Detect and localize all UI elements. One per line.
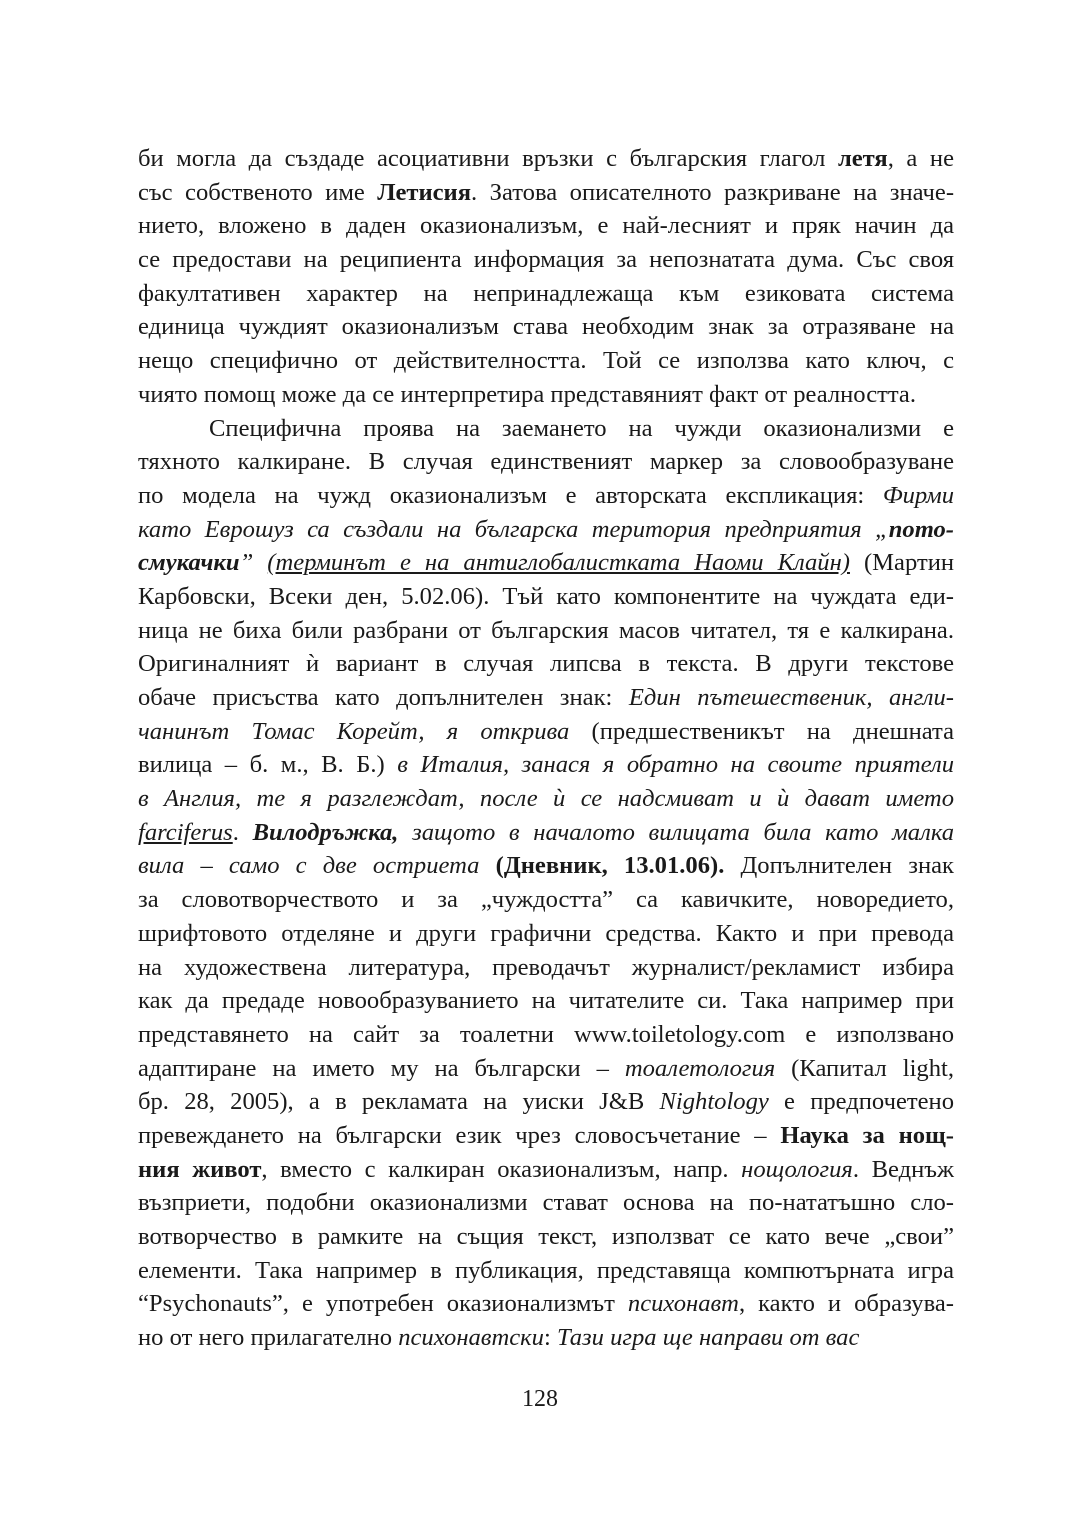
text-segment: летя xyxy=(837,145,888,172)
text-line xyxy=(138,816,954,850)
text-segment: вотворчество в рамките на същия текст, използват се като вече „свои” xyxy=(138,1223,954,1250)
text-line xyxy=(138,1321,954,1355)
text-segment: чанинът Томас Корейт, я открива xyxy=(138,717,570,745)
text-line xyxy=(138,1018,954,1052)
text-segment: : xyxy=(543,1324,557,1352)
text-line xyxy=(138,1153,954,1187)
text-segment: “Psychonauts”, е употребен оказионализмът xyxy=(138,1290,628,1318)
text-line xyxy=(138,1254,954,1288)
text-segment: . xyxy=(232,818,253,846)
text-segment: Оригиналният ѝ вариант в случая липсва в текста. В други текстове xyxy=(138,650,954,678)
text-segment: farciferus xyxy=(138,818,233,846)
text-segment: със собственото име xyxy=(138,178,378,206)
text-line xyxy=(138,1186,954,1220)
text-segment: смукачки xyxy=(138,549,240,577)
text-segment: . Затова описателното разкриване на значе- xyxy=(471,178,955,206)
text-segment: как да предаде новообразуванието на читателите си. Така например при xyxy=(138,987,954,1015)
text-segment: превеждането на български език чрез словосъчетание – xyxy=(138,1121,781,1149)
text-line xyxy=(138,1287,954,1321)
text-line xyxy=(138,849,954,883)
text-segment: нощология xyxy=(741,1155,853,1183)
text-line xyxy=(138,681,954,715)
text-line xyxy=(138,951,954,985)
text-segment: психонавт xyxy=(627,1290,739,1318)
text-line xyxy=(138,209,954,243)
text-segment: би могла да създаде асоциативни връзки с българския глагол xyxy=(138,145,838,172)
text-line xyxy=(138,277,954,311)
text-line xyxy=(138,310,954,344)
text-segment: факултативен характер на непринадлежаща към езиковата система xyxy=(138,279,954,307)
text-line xyxy=(138,344,954,378)
text-segment: вилица – б. м., В. Б.) xyxy=(138,751,398,779)
text-line xyxy=(138,748,954,782)
text-segment: нещо специфично от действителността. Той се използва като ключ, с xyxy=(138,347,954,375)
text-segment: по модела на чужд оказионализъм е авторската експликация: xyxy=(138,481,883,509)
text-segment: но от него прилагателно xyxy=(138,1324,399,1352)
page-number: 128 xyxy=(522,1386,558,1412)
text-segment: обаче присъства като допълнителен знак: xyxy=(138,684,629,711)
text-segment: в Италия, занася я обратно на своите приятели xyxy=(397,751,954,779)
text-segment: като Еврошуз са създали на българска територия предприятия „ xyxy=(138,515,889,543)
text-line xyxy=(138,614,954,648)
text-segment: на художествена литература, преводачът журналист/рекламист избира xyxy=(138,953,954,981)
text-line xyxy=(138,142,954,176)
text-segment: (Капитал light, xyxy=(775,1054,954,1082)
text-segment: , а не xyxy=(887,145,954,172)
text-segment: шрифтовото отделяне и други графични средства. Както и при превода xyxy=(138,919,954,947)
text-segment: защото в началото вилицата била като малка xyxy=(398,818,955,846)
text-segment: , както и образува- xyxy=(738,1290,954,1318)
text-segment: Вилодръжка, xyxy=(252,818,399,846)
text-line xyxy=(138,1220,954,1254)
text-segment: Един пътешественик, англи- xyxy=(628,684,954,711)
text-line xyxy=(138,243,954,277)
text-segment: нието, вложено в даден оказионализъм, е най-лесният и пряк начин да xyxy=(138,212,954,240)
text-segment: (терминът е на антиглобалистката Наоми Клайн) xyxy=(267,549,850,577)
text-line xyxy=(138,378,954,412)
text-segment: ния живот xyxy=(138,1155,262,1183)
text-line xyxy=(138,412,954,446)
text-segment: Тази игра ще направи от вас xyxy=(556,1324,860,1352)
text-segment: тяхното калкиране. В случая единственият маркер за словообразуване xyxy=(138,448,954,476)
text-segment: чиято помощ може да се интерпретира представяният факт от реалността. xyxy=(138,380,916,408)
text-segment: адаптиране на името му на български – xyxy=(138,1054,625,1082)
text-line xyxy=(138,984,954,1018)
text-line xyxy=(138,917,954,951)
text-line xyxy=(138,883,954,917)
text-segment: Летисия xyxy=(377,178,472,206)
text-segment: Наука за нощ- xyxy=(780,1121,954,1149)
text-line xyxy=(138,782,954,816)
text-segment: пото- xyxy=(888,515,954,543)
text-line xyxy=(138,715,954,749)
text-segment: (предшественикът на днешната xyxy=(569,717,954,745)
text-segment: бр. 28, 2005), а в рекламата на уиски J&B xyxy=(138,1088,660,1116)
text-segment: възприети, подобни оказионализми стават основа на по-нататъшно сло- xyxy=(138,1189,954,1217)
text-segment: ” xyxy=(239,549,268,577)
text-segment: единица чуждият оказионализъм става необходим знак за отразяване на xyxy=(138,313,954,341)
text-line xyxy=(138,1085,954,1119)
text-segment: Допълнителен знак xyxy=(724,852,954,880)
text-segment: ница не биха били разбрани от българския масов читател, тя е калкирана. xyxy=(138,616,954,644)
text-line xyxy=(138,1119,954,1153)
text-segment: в Англия, те я разглеждат, после ѝ се надсмиват и ѝ дават името xyxy=(138,785,954,813)
text-segment: Фирми xyxy=(882,481,954,509)
body-text xyxy=(138,142,954,1355)
text-line xyxy=(138,580,954,614)
text-segment: тоалетология xyxy=(624,1054,776,1082)
text-segment: вила – само с две остриета xyxy=(138,852,480,880)
text-segment: Специфична проява на заемането на чужди оказионализми е xyxy=(209,414,954,442)
text-segment: представянето на сайт за тоалетни www.toiletology.com е използвано xyxy=(138,1020,954,1048)
text-segment: , вместо с калкиран оказионализъм, напр. xyxy=(261,1155,742,1183)
text-segment: е предпочетено xyxy=(768,1088,954,1116)
text-segment: . Веднъж xyxy=(852,1155,954,1183)
text-line xyxy=(138,479,954,513)
text-line xyxy=(138,176,954,210)
text-line xyxy=(138,647,954,681)
text-segment: Карбовски, Всеки ден, 5.02.06). Тъй като компонентите на чуждата еди- xyxy=(138,582,954,610)
text-segment: се предостави на реципиента информация за непознатата дума. Със своя xyxy=(138,246,954,274)
text-segment: за словотворчеството и за „чуждостта” са кавичките, новоредието, xyxy=(138,886,954,914)
text-segment: елементи. Така например в публикация, представяща компютърната игра xyxy=(138,1256,954,1284)
text-segment: (Мартин xyxy=(849,549,955,577)
text-segment xyxy=(479,852,495,879)
text-segment: Nightology xyxy=(659,1088,769,1116)
text-line xyxy=(138,445,954,479)
text-line xyxy=(138,546,954,580)
text-line xyxy=(138,513,954,547)
text-segment: (Дневник, 13.01.06). xyxy=(495,852,725,880)
text-line xyxy=(138,1052,954,1086)
text-segment: психонавтски xyxy=(398,1324,544,1352)
